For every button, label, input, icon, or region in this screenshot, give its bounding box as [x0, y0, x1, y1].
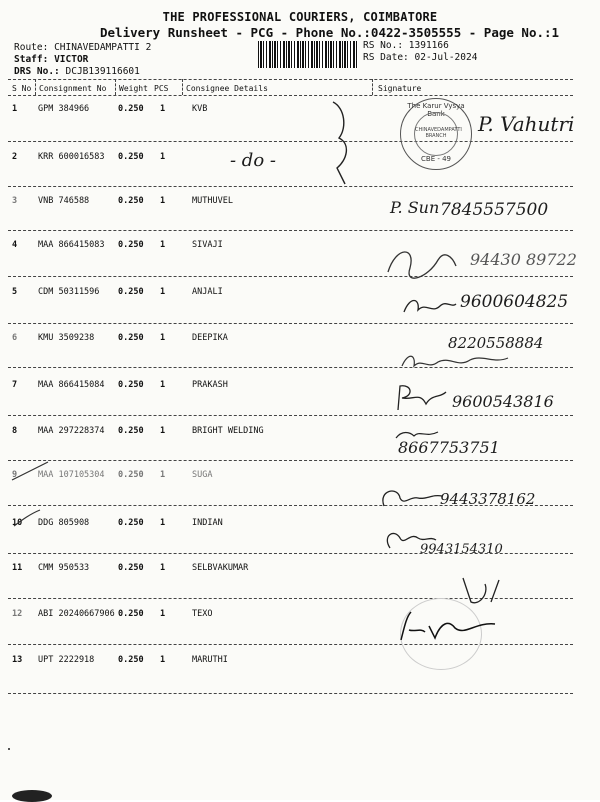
- phone-7: 9600543816: [452, 392, 554, 411]
- row-sno: 1: [12, 104, 18, 114]
- company-title: THE PROFESSIONAL COURIERS, COIMBATORE: [162, 10, 438, 24]
- row-weight: 0.250: [118, 380, 144, 390]
- row-consignment: MAA 866415084: [38, 380, 105, 390]
- row-weight: 0.250: [118, 518, 144, 528]
- row-rule: [8, 693, 573, 694]
- row-consignment: DDG 805908: [38, 518, 90, 528]
- row-sno: 8: [12, 426, 18, 436]
- rs-no-line: [363, 40, 449, 51]
- row-weight: 0.250: [118, 152, 144, 162]
- drs-value: DCJB139116601: [65, 66, 140, 77]
- scan-smudge: [12, 790, 52, 802]
- ditto-mark: - do -: [230, 150, 276, 171]
- row-sno: 11: [12, 563, 23, 573]
- signature-7: [392, 382, 452, 416]
- row-pcs: 1: [160, 380, 166, 390]
- row-rule: [8, 276, 573, 277]
- col-consignee: Consignee Details: [186, 84, 268, 93]
- signature-11: [455, 572, 505, 612]
- bank-stamp: [400, 98, 472, 170]
- row-weight: 0.250: [118, 470, 144, 480]
- row-consignment: VNB 746588: [38, 196, 90, 206]
- row-rule: [8, 230, 573, 231]
- signature-6: [398, 350, 518, 374]
- rs-no-value: 1391166: [408, 40, 449, 51]
- row-consignee: PRAKASH: [192, 380, 228, 390]
- phone-8: 8667753751: [398, 438, 500, 457]
- row-consignment: KRR 600016583: [38, 152, 105, 162]
- row-consignee: DEEPIKA: [192, 333, 228, 343]
- signature-3: P. Sun: [390, 198, 440, 217]
- col-sep: [372, 79, 373, 95]
- col-weight: Weight: [119, 84, 148, 93]
- drs-label: DRS No.:: [14, 66, 60, 77]
- row-consignee: SIVAJI: [192, 240, 223, 250]
- row-pcs: 1: [160, 152, 166, 162]
- row-consignee: SUGA: [192, 470, 213, 480]
- header-top-rule: [8, 79, 573, 80]
- row-sno: 13: [12, 655, 23, 665]
- row-rule: [8, 460, 573, 461]
- row-consignment: CMM 950533: [38, 563, 90, 573]
- row-consignment: MAA 297228374: [38, 426, 105, 436]
- row-rule: [8, 186, 573, 187]
- stamp-bank-name: The Karur Vysya Bank: [407, 102, 465, 118]
- row-consignee: MUTHUVEL: [192, 196, 233, 206]
- row-pcs: 1: [160, 196, 166, 206]
- row-weight: 0.250: [118, 609, 144, 619]
- col-signature: Signature: [378, 84, 422, 93]
- row-pcs: 1: [160, 333, 166, 343]
- row-weight: 0.250: [118, 426, 144, 436]
- row-sno: 10: [12, 518, 23, 528]
- staff-label: Staff:: [14, 54, 49, 65]
- col-pcs: PCS: [154, 84, 169, 93]
- col-sep: [115, 79, 116, 95]
- row-consignment: UPT 2222918: [38, 655, 95, 665]
- rs-date-value: 02-Jul-2024: [414, 52, 478, 63]
- bracket-mark: [325, 98, 365, 188]
- row-pcs: 1: [160, 104, 166, 114]
- header-bottom-rule: [8, 95, 573, 96]
- row-consignment: ABI 20240667906: [38, 609, 115, 619]
- row-sno: 6: [12, 333, 18, 343]
- signature-5: [400, 292, 460, 322]
- signature-9: [376, 484, 446, 512]
- barcode: [258, 41, 358, 68]
- scan-speck: [8, 748, 10, 750]
- phone-4: 94430 89722: [470, 250, 577, 269]
- tick-mark: [10, 460, 50, 484]
- staff-line: [14, 54, 88, 65]
- row-consignment: MAA 107105304: [38, 470, 105, 480]
- signature-12: [395, 610, 505, 646]
- stamp-code: CBE - 49: [421, 155, 451, 163]
- row-weight: 0.250: [118, 333, 144, 343]
- row-sno: 7: [12, 380, 18, 390]
- phone-10: 9943154310: [420, 542, 503, 557]
- row-pcs: 1: [160, 609, 166, 619]
- row-weight: 0.250: [118, 240, 144, 250]
- row-consignee: ANJALI: [192, 287, 223, 297]
- row-weight: 0.250: [118, 655, 144, 665]
- rs-date-label: RS Date:: [363, 52, 409, 63]
- row-pcs: 1: [160, 470, 166, 480]
- row-consignment: KMU 3509238: [38, 333, 95, 343]
- col-sno: S No: [12, 84, 32, 93]
- row-weight: 0.250: [118, 563, 144, 573]
- phone-5: 9600604825: [460, 292, 569, 312]
- rs-date-line: [363, 52, 477, 63]
- col-sep: [182, 79, 183, 95]
- row-weight: 0.250: [118, 287, 144, 297]
- route-label: Route:: [14, 42, 49, 53]
- row-sno: 12: [12, 609, 23, 619]
- row-sno: 9: [12, 470, 18, 480]
- col-sep: [35, 79, 36, 95]
- staff-value: VICTOR: [54, 54, 89, 65]
- row-consignment: CDM 50311596: [38, 287, 100, 297]
- stamp-branch: CHINAVEDAMPATTI BRANCH: [415, 127, 462, 139]
- signature-4: [382, 242, 462, 288]
- row-weight: 0.250: [118, 196, 144, 206]
- drs-line: [14, 66, 140, 77]
- row-pcs: 1: [160, 426, 166, 436]
- row-rule: [8, 415, 573, 416]
- row-consignee: MARUTHI: [192, 655, 228, 665]
- row-rule: [8, 141, 573, 142]
- phone-9: 9443378162: [440, 490, 536, 508]
- runsheet-subtitle: Delivery Runsheet - PCG - Phone No.:0422-3505555 - Page No.:1: [100, 25, 560, 40]
- tick-mark: [12, 508, 42, 528]
- row-consignee: KVB: [192, 104, 208, 114]
- row-sno: 2: [12, 152, 18, 162]
- signature-1: P. Vahutri: [478, 112, 575, 136]
- route-value: CHINAVEDAMPATTI 2: [54, 42, 152, 53]
- phone-3: 7845557500: [440, 200, 549, 220]
- row-pcs: 1: [160, 240, 166, 250]
- row-consignee: SELBVAKUMAR: [192, 563, 249, 573]
- row-consignment: MAA 866415083: [38, 240, 105, 250]
- row-sno: 4: [12, 240, 18, 250]
- row-consignee: INDIAN: [192, 518, 223, 528]
- row-pcs: 1: [160, 563, 166, 573]
- row-consignment: GPM 384966: [38, 104, 90, 114]
- phone-6: 8220558884: [448, 334, 544, 352]
- row-consignee: TEXO: [192, 609, 213, 619]
- row-pcs: 1: [160, 287, 166, 297]
- row-rule: [8, 323, 573, 324]
- route-line: [14, 42, 151, 53]
- rs-no-label: RS No.:: [363, 40, 404, 51]
- row-consignee: BRIGHT WELDING: [192, 426, 264, 436]
- row-sno: 3: [12, 196, 18, 206]
- row-pcs: 1: [160, 655, 166, 665]
- col-consignment: Consignment No: [39, 84, 107, 93]
- row-pcs: 1: [160, 518, 166, 528]
- row-weight: 0.250: [118, 104, 144, 114]
- row-sno: 5: [12, 287, 18, 297]
